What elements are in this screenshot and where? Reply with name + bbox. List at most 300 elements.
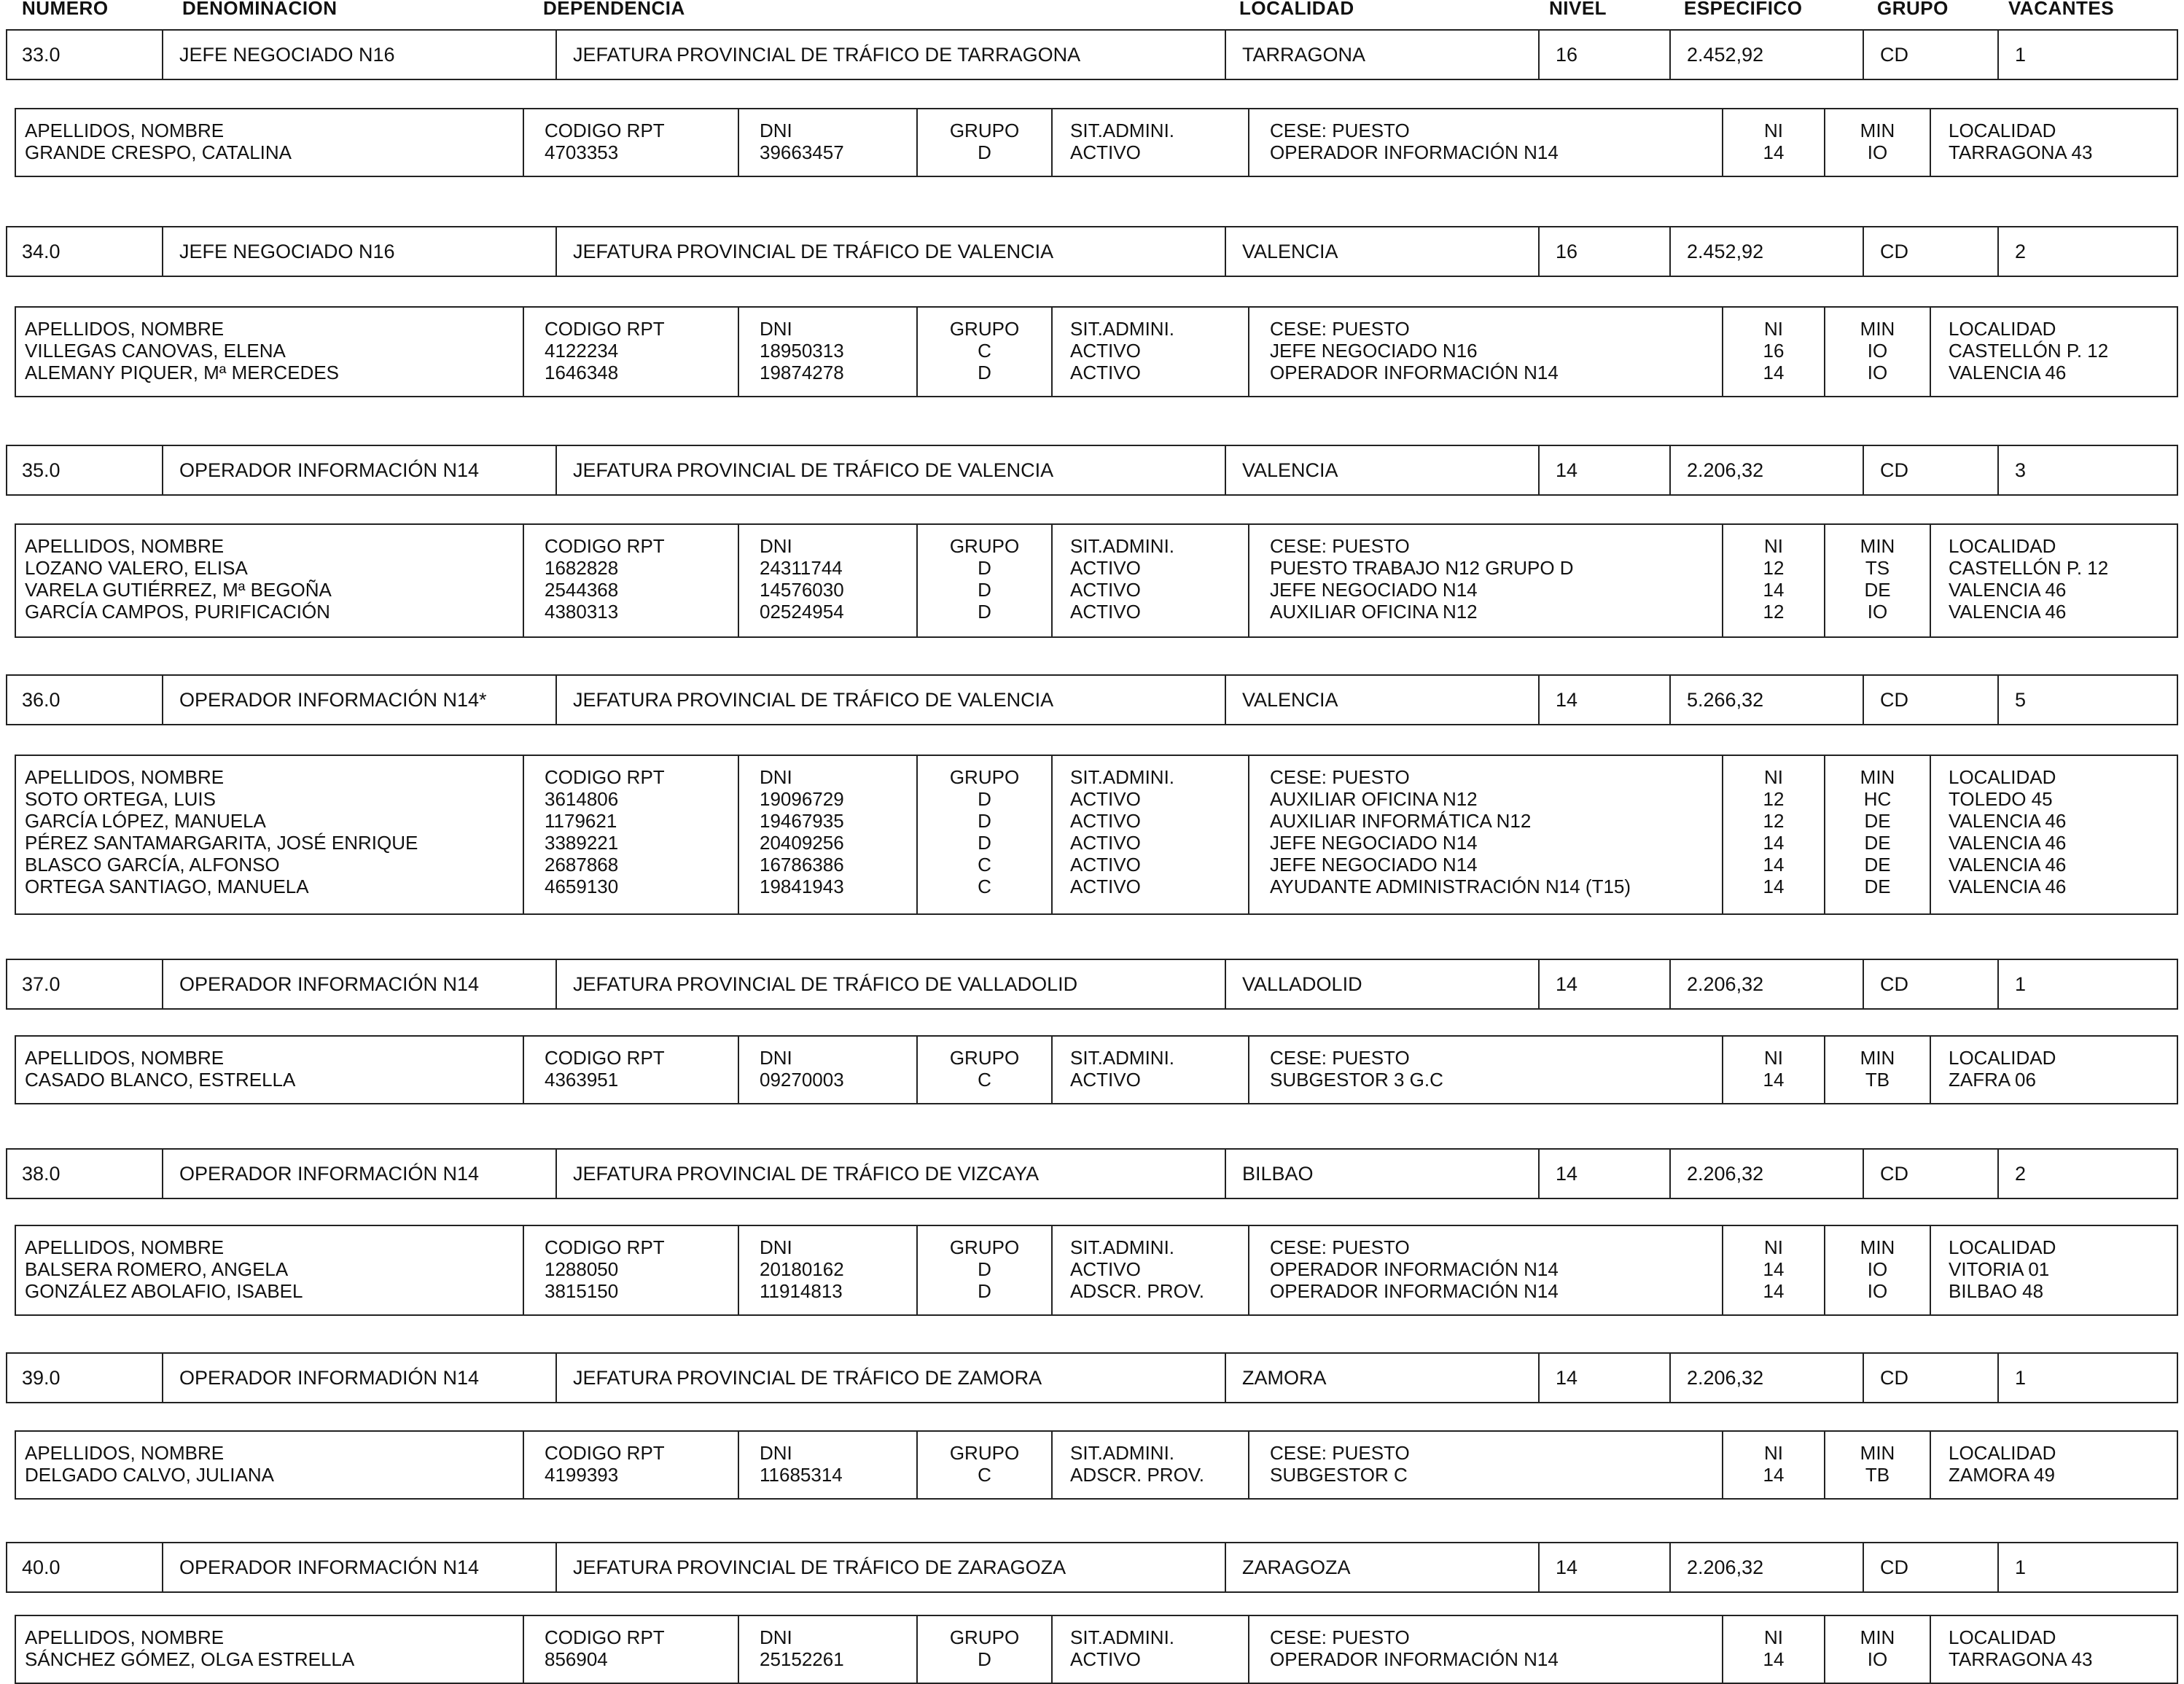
occupant-cell: VALENCIA 46 (1949, 362, 2067, 383)
occupant-column-header: APELLIDOS, NOMBRE (25, 1442, 225, 1464)
occupant-cell: ACTIVO (1070, 579, 1141, 601)
occupant-cell: 12 (1763, 601, 1785, 623)
occupant-column-header: NI (1764, 535, 1783, 557)
position-especifico: 2.206,32 (1669, 1543, 1863, 1591)
occupant-cell: 14 (1763, 362, 1785, 383)
position-especifico: 2.206,32 (1669, 960, 1863, 1008)
localidad-column (1930, 1037, 2180, 1103)
occupant-column-header: NI (1764, 1236, 1783, 1258)
occupant-cell: 4122234 (545, 340, 619, 362)
occupant-cell: BALSERA ROMERO, ANGELA (25, 1258, 289, 1280)
grupo-column (916, 1226, 1051, 1314)
occupant-column-header: NI (1764, 120, 1783, 141)
ni-column (1722, 756, 1824, 913)
occupant-cell: 3614806 (545, 788, 619, 810)
occupant-cell: 14 (1763, 1280, 1785, 1302)
position-especifico: 2.452,92 (1669, 31, 1863, 79)
position-dependencia: JEFATURA PROVINCIAL DE TRÁFICO DE VALENCIA (555, 676, 1225, 724)
position-vacantes: 1 (1997, 1354, 2180, 1402)
sit-admin-column (1051, 1432, 1248, 1498)
position-number: 37.0 (22, 972, 61, 995)
occupant-cell: IO (1867, 1648, 1888, 1670)
occupant-cell: AUXILIAR OFICINA N12 (1270, 788, 1478, 810)
position-nivel: 14 (1538, 1150, 1669, 1198)
occupant-cell: DELGADO CALVO, JULIANA (25, 1464, 274, 1486)
occupant-cell: VALENCIA 46 (1949, 832, 2067, 854)
position-vacantes: 1 (1997, 960, 2180, 1008)
codigo-rpt-column (523, 1432, 738, 1498)
occupant-cell: D (978, 1258, 991, 1280)
occupant-cell: IO (1867, 601, 1888, 623)
position-number: 33.0 (22, 43, 61, 66)
dni-column (738, 1037, 916, 1103)
position-grupo: CD (1863, 676, 1997, 724)
localidad-column (1930, 109, 2180, 176)
occupant-cell: GARCÍA LÓPEZ, MANUELA (25, 810, 266, 832)
occupant-cell: TOLEDO 45 (1949, 788, 2053, 810)
apellidos-nombre-column (16, 1226, 523, 1314)
occupant-column-header: APELLIDOS, NOMBRE (25, 766, 225, 788)
header-dependencia: DEPENDENCIA (543, 0, 685, 19)
occupant-column-header: APELLIDOS, NOMBRE (25, 1626, 225, 1648)
occupant-cell: DE (1864, 854, 1891, 876)
apellidos-nombre-column (16, 1616, 523, 1683)
occupant-cell: GONZÁLEZ ABOLAFIO, ISABEL (25, 1280, 303, 1302)
occupant-column-header: LOCALIDAD (1949, 766, 2056, 788)
occupant-cell: 2687868 (545, 854, 619, 876)
position-dependencia: JEFATURA PROVINCIAL DE TRÁFICO DE ZARAGOZA (555, 1543, 1225, 1591)
sit-admin-column (1051, 525, 1248, 636)
occupant-column-header: DNI (760, 318, 792, 340)
position-vacantes: 1 (1997, 1543, 2180, 1591)
position-nivel: 14 (1538, 960, 1669, 1008)
occupant-cell: 14 (1763, 1464, 1785, 1486)
occupant-cell: IO (1867, 1258, 1888, 1280)
header-numero: NUMERO (22, 0, 109, 19)
occupant-cell: D (978, 601, 991, 623)
grupo-column (916, 1616, 1051, 1683)
position-grupo: CD (1863, 31, 1997, 79)
occupant-cell: 1179621 (545, 810, 617, 832)
dni-column (738, 308, 916, 396)
codigo-rpt-column (523, 525, 738, 636)
position-grupo: CD (1863, 446, 1997, 494)
occupant-cell: 14 (1763, 832, 1785, 854)
occupant-cell: SOTO ORTEGA, LUIS (25, 788, 216, 810)
occupant-cell: 20409256 (760, 832, 844, 854)
occupant-cell: IO (1867, 362, 1888, 383)
occupant-cell: SÁNCHEZ GÓMEZ, OLGA ESTRELLA (25, 1648, 355, 1670)
apellidos-nombre-column (16, 756, 523, 913)
position-vacantes: 5 (1997, 676, 2180, 724)
occupant-cell: 12 (1763, 788, 1785, 810)
header-vacantes: VACANTES (2008, 0, 2115, 19)
occupant-column-header: APELLIDOS, NOMBRE (25, 318, 225, 340)
header-grupo: GRUPO (1877, 0, 1949, 19)
occupant-column-header: LOCALIDAD (1949, 1047, 2056, 1069)
occupant-cell: ACTIVO (1070, 557, 1141, 579)
occupant-column-header: CESE: PUESTO (1270, 1047, 1410, 1069)
occupant-column-header: SIT.ADMINI. (1070, 120, 1175, 141)
occupant-cell: CASTELLÓN P. 12 (1949, 340, 2109, 362)
occupant-column-header: APELLIDOS, NOMBRE (25, 535, 225, 557)
occupant-cell: 14 (1763, 141, 1785, 163)
position-denominacion: OPERADOR INFORMACIÓN N14 (162, 960, 555, 1008)
codigo-rpt-column (523, 756, 738, 913)
cese-puesto-column (1248, 1226, 1722, 1314)
occupant-cell: 12 (1763, 557, 1785, 579)
occupant-cell: C (978, 1464, 991, 1486)
occupants-table (15, 1225, 2178, 1316)
occupant-cell: 14 (1763, 854, 1785, 876)
occupant-cell: SUBGESTOR C (1270, 1464, 1408, 1486)
occupant-cell: 14 (1763, 876, 1785, 897)
occupant-cell: ALEMANY PIQUER, Mª MERCEDES (25, 362, 340, 383)
position-row (6, 1352, 2178, 1403)
occupant-cell: BLASCO GARCÍA, ALFONSO (25, 854, 280, 876)
occupant-column-header: CODIGO RPT (545, 1236, 665, 1258)
occupant-cell: ACTIVO (1070, 340, 1141, 362)
occupant-cell: 11914813 (760, 1280, 843, 1302)
occupant-cell: VALENCIA 46 (1949, 579, 2067, 601)
cese-puesto-column (1248, 1037, 1722, 1103)
occupant-column-header: DNI (760, 1236, 792, 1258)
occupant-cell: 4659130 (545, 876, 619, 897)
position-grupo: CD (1863, 1150, 1997, 1198)
position-number: 38.0 (22, 1162, 61, 1185)
occupants-table (15, 108, 2178, 177)
occupant-cell: 16 (1763, 340, 1785, 362)
occupant-column-header: GRUPO (949, 1442, 1020, 1464)
occupant-cell: OPERADOR INFORMACIÓN N14 (1270, 1648, 1559, 1670)
occupant-cell: OPERADOR INFORMACIÓN N14 (1270, 362, 1559, 383)
occupant-cell: ACTIVO (1070, 876, 1141, 897)
min-column (1824, 525, 1930, 636)
occupant-cell: JEFE NEGOCIADO N16 (1270, 340, 1478, 362)
occupant-cell: ADSCR. PROV. (1070, 1280, 1204, 1302)
occupant-cell: 856904 (545, 1648, 608, 1670)
occupant-column-header: GRUPO (949, 318, 1020, 340)
position-number: 34.0 (22, 240, 61, 262)
position-especifico: 2.206,32 (1669, 1150, 1863, 1198)
occupant-cell: 4380313 (545, 601, 619, 623)
occupant-cell: ACTIVO (1070, 1648, 1141, 1670)
occupant-cell: DE (1864, 832, 1891, 854)
occupant-cell: 2544368 (545, 579, 619, 601)
occupant-cell: TB (1865, 1464, 1890, 1486)
occupant-cell: VALENCIA 46 (1949, 601, 2067, 623)
ni-column (1722, 1616, 1824, 1683)
occupant-cell: 19467935 (760, 810, 844, 832)
occupant-cell: OPERADOR INFORMACIÓN N14 (1270, 1258, 1559, 1280)
occupant-column-header: NI (1764, 318, 1783, 340)
occupant-cell: CASTELLÓN P. 12 (1949, 557, 2109, 579)
codigo-rpt-column (523, 1226, 738, 1314)
occupant-cell: 18950313 (760, 340, 844, 362)
position-row (6, 445, 2178, 496)
occupant-cell: 12 (1763, 810, 1785, 832)
position-dependencia: JEFATURA PROVINCIAL DE TRÁFICO DE VALENCIA (555, 446, 1225, 494)
occupant-cell: VALENCIA 46 (1949, 876, 2067, 897)
position-especifico: 2.206,32 (1669, 1354, 1863, 1402)
occupant-cell: TARRAGONA 43 (1949, 1648, 2093, 1670)
occupant-cell: TS (1865, 557, 1890, 579)
position-dependencia: JEFATURA PROVINCIAL DE TRÁFICO DE VALENCIA (555, 227, 1225, 276)
occupant-cell: ACTIVO (1070, 854, 1141, 876)
occupant-cell: ZAMORA 49 (1949, 1464, 2055, 1486)
occupant-cell: C (978, 854, 991, 876)
position-nivel: 14 (1538, 1543, 1669, 1591)
position-nivel: 14 (1538, 676, 1669, 724)
occupant-column-header: GRUPO (949, 1236, 1020, 1258)
dni-column (738, 109, 916, 176)
occupant-cell: D (978, 788, 991, 810)
occupant-cell: JEFE NEGOCIADO N14 (1270, 832, 1478, 854)
ni-column (1722, 1432, 1824, 1498)
occupant-column-header: SIT.ADMINI. (1070, 1236, 1175, 1258)
occupant-cell: C (978, 1069, 991, 1091)
ni-column (1722, 1037, 1824, 1103)
occupant-cell: DE (1864, 579, 1891, 601)
sit-admin-column (1051, 756, 1248, 913)
occupant-cell: D (978, 810, 991, 832)
occupant-cell: D (978, 557, 991, 579)
codigo-rpt-column (523, 308, 738, 396)
position-localidad: TARRAGONA (1225, 31, 1538, 79)
ni-column (1722, 109, 1824, 176)
occupant-cell: 4199393 (545, 1464, 619, 1486)
position-denominacion: JEFE NEGOCIADO N16 (162, 31, 555, 79)
occupant-column-header: MIN (1860, 1236, 1895, 1258)
occupant-cell: C (978, 876, 991, 897)
occupant-cell: VALENCIA 46 (1949, 854, 2067, 876)
occupant-column-header: CESE: PUESTO (1270, 1626, 1410, 1648)
occupant-cell: D (978, 832, 991, 854)
occupant-cell: TB (1865, 1069, 1890, 1091)
occupant-column-header: MIN (1860, 535, 1895, 557)
cese-puesto-column (1248, 109, 1722, 176)
position-nivel: 16 (1538, 31, 1669, 79)
position-row (6, 674, 2178, 725)
localidad-column (1930, 756, 2180, 913)
occupant-cell: JEFE NEGOCIADO N14 (1270, 854, 1478, 876)
occupant-cell: VILLEGAS CANOVAS, ELENA (25, 340, 286, 362)
position-localidad: ZAMORA (1225, 1354, 1538, 1402)
occupant-column-header: CODIGO RPT (545, 1626, 665, 1648)
occupant-column-header: CESE: PUESTO (1270, 766, 1410, 788)
occupant-cell: IO (1867, 141, 1888, 163)
occupant-column-header: GRUPO (949, 1626, 1020, 1648)
position-vacantes: 2 (1997, 227, 2180, 276)
localidad-column (1930, 1616, 2180, 1683)
occupant-cell: ADSCR. PROV. (1070, 1464, 1204, 1486)
position-localidad: VALENCIA (1225, 676, 1538, 724)
position-dependencia: JEFATURA PROVINCIAL DE TRÁFICO DE TARRAGONA (555, 31, 1225, 79)
occupant-column-header: SIT.ADMINI. (1070, 766, 1175, 788)
occupant-cell: ACTIVO (1070, 832, 1141, 854)
apellidos-nombre-column (16, 525, 523, 636)
occupant-column-header: GRUPO (949, 1047, 1020, 1069)
occupant-column-header: LOCALIDAD (1949, 318, 2056, 340)
occupant-column-header: DNI (760, 1047, 792, 1069)
grupo-column (916, 109, 1051, 176)
occupant-cell: OPERADOR INFORMACIÓN N14 (1270, 141, 1559, 163)
occupant-cell: ACTIVO (1070, 788, 1141, 810)
occupant-column-header: SIT.ADMINI. (1070, 535, 1175, 557)
occupant-column-header: NI (1764, 1442, 1783, 1464)
dni-column (738, 756, 916, 913)
occupant-cell: 14 (1763, 1258, 1785, 1280)
occupant-cell: ACTIVO (1070, 1258, 1141, 1280)
occupant-cell: ACTIVO (1070, 601, 1141, 623)
position-grupo: CD (1863, 1543, 1997, 1591)
occupant-column-header: DNI (760, 766, 792, 788)
ni-column (1722, 308, 1824, 396)
position-number: 36.0 (22, 688, 61, 711)
cese-puesto-column (1248, 525, 1722, 636)
occupant-column-header: LOCALIDAD (1949, 535, 2056, 557)
sit-admin-column (1051, 109, 1248, 176)
sit-admin-column (1051, 1226, 1248, 1314)
position-denominacion: JEFE NEGOCIADO N16 (162, 227, 555, 276)
occupant-column-header: CESE: PUESTO (1270, 1442, 1410, 1464)
sit-admin-column (1051, 1037, 1248, 1103)
apellidos-nombre-column (16, 109, 523, 176)
position-localidad: ZARAGOZA (1225, 1543, 1538, 1591)
occupant-cell: BILBAO 48 (1949, 1280, 2044, 1302)
occupant-cell: ACTIVO (1070, 362, 1141, 383)
occupant-column-header: MIN (1860, 766, 1895, 788)
occupant-column-header: SIT.ADMINI. (1070, 1626, 1175, 1648)
occupant-cell: 11685314 (760, 1464, 843, 1486)
position-vacantes: 2 (1997, 1150, 2180, 1198)
occupant-cell: 39663457 (760, 141, 844, 163)
apellidos-nombre-column (16, 1432, 523, 1498)
occupant-cell: DE (1864, 876, 1891, 897)
position-denominacion: OPERADOR INFORMACIÓN N14 (162, 1150, 555, 1198)
occupants-table (15, 1615, 2178, 1684)
occupant-column-header: SIT.ADMINI. (1070, 1442, 1175, 1464)
cese-puesto-column (1248, 756, 1722, 913)
occupant-column-header: LOCALIDAD (1949, 1626, 2056, 1648)
occupant-cell: 16786386 (760, 854, 844, 876)
occupant-column-header: LOCALIDAD (1949, 1236, 2056, 1258)
occupant-column-header: GRUPO (949, 535, 1020, 557)
occupant-cell: AUXILIAR OFICINA N12 (1270, 601, 1478, 623)
occupant-cell: 19096729 (760, 788, 844, 810)
occupant-column-header: CODIGO RPT (545, 1047, 665, 1069)
apellidos-nombre-column (16, 1037, 523, 1103)
occupant-cell: VITORIA 01 (1949, 1258, 2050, 1280)
cese-puesto-column (1248, 308, 1722, 396)
occupant-cell: OPERADOR INFORMACIÓN N14 (1270, 1280, 1559, 1302)
localidad-column (1930, 525, 2180, 636)
sit-admin-column (1051, 308, 1248, 396)
occupant-column-header: CESE: PUESTO (1270, 1236, 1410, 1258)
ni-column (1722, 1226, 1824, 1314)
dni-column (738, 525, 916, 636)
min-column (1824, 109, 1930, 176)
grupo-column (916, 525, 1051, 636)
sit-admin-column (1051, 1616, 1248, 1683)
occupant-column-header: APELLIDOS, NOMBRE (25, 1047, 225, 1069)
ni-column (1722, 525, 1824, 636)
occupant-cell: C (978, 340, 991, 362)
position-denominacion: OPERADOR INFORMADIÓN N14 (162, 1354, 555, 1402)
position-number: 39.0 (22, 1366, 61, 1389)
occupant-cell: 4703353 (545, 141, 619, 163)
occupant-cell: 25152261 (760, 1648, 844, 1670)
occupant-cell: PÉREZ SANTAMARGARITA, JOSÉ ENRIQUE (25, 832, 418, 854)
occupant-column-header: DNI (760, 1626, 792, 1648)
occupant-column-header: CODIGO RPT (545, 120, 665, 141)
occupant-cell: SUBGESTOR 3 G.C (1270, 1069, 1443, 1091)
occupants-table (15, 1035, 2178, 1104)
occupant-cell: TARRAGONA 43 (1949, 141, 2093, 163)
occupant-cell: 1288050 (545, 1258, 619, 1280)
position-grupo: CD (1863, 1354, 1997, 1402)
occupant-column-header: CODIGO RPT (545, 318, 665, 340)
occupant-column-header: SIT.ADMINI. (1070, 318, 1175, 340)
occupant-column-header: DNI (760, 535, 792, 557)
occupant-column-header: MIN (1860, 318, 1895, 340)
occupant-cell: IO (1867, 1280, 1888, 1302)
position-number: 35.0 (22, 459, 61, 481)
position-row (6, 1148, 2178, 1199)
min-column (1824, 308, 1930, 396)
occupant-cell: 14 (1763, 1069, 1785, 1091)
position-grupo: CD (1863, 227, 1997, 276)
occupant-cell: 09270003 (760, 1069, 844, 1091)
position-row (6, 29, 2178, 80)
occupant-column-header: GRUPO (949, 766, 1020, 788)
occupant-cell: D (978, 1648, 991, 1670)
occupant-cell: 19841943 (760, 876, 844, 897)
occupant-column-header: CESE: PUESTO (1270, 318, 1410, 340)
occupants-table (15, 523, 2178, 638)
apellidos-nombre-column (16, 308, 523, 396)
dni-column (738, 1226, 916, 1314)
occupant-cell: D (978, 362, 991, 383)
occupant-cell: HC (1863, 788, 1892, 810)
occupant-cell: 24311744 (760, 557, 843, 579)
occupant-column-header: APELLIDOS, NOMBRE (25, 120, 225, 141)
position-row (6, 1542, 2178, 1593)
position-localidad: VALLADOLID (1225, 960, 1538, 1008)
occupant-column-header: CODIGO RPT (545, 1442, 665, 1464)
occupant-cell: ACTIVO (1070, 810, 1141, 832)
occupant-column-header: MIN (1860, 1442, 1895, 1464)
dni-column (738, 1616, 916, 1683)
occupant-cell: PUESTO TRABAJO N12 GRUPO D (1270, 557, 1574, 579)
min-column (1824, 756, 1930, 913)
occupant-cell: D (978, 141, 991, 163)
localidad-column (1930, 1226, 2180, 1314)
header-denominacion: DENOMINACION (182, 0, 338, 19)
position-number: 40.0 (22, 1556, 61, 1578)
position-vacantes: 1 (1997, 31, 2180, 79)
occupant-cell: CASADO BLANCO, ESTRELLA (25, 1069, 296, 1091)
occupant-column-header: MIN (1860, 1047, 1895, 1069)
occupant-column-header: CESE: PUESTO (1270, 535, 1410, 557)
position-localidad: VALENCIA (1225, 446, 1538, 494)
occupant-cell: VARELA GUTIÉRREZ, Mª BEGOÑA (25, 579, 332, 601)
position-especifico: 5.266,32 (1669, 676, 1863, 724)
position-especifico: 2.206,32 (1669, 446, 1863, 494)
occupant-cell: 02524954 (760, 601, 844, 623)
position-nivel: 14 (1538, 446, 1669, 494)
occupant-cell: D (978, 1280, 991, 1302)
